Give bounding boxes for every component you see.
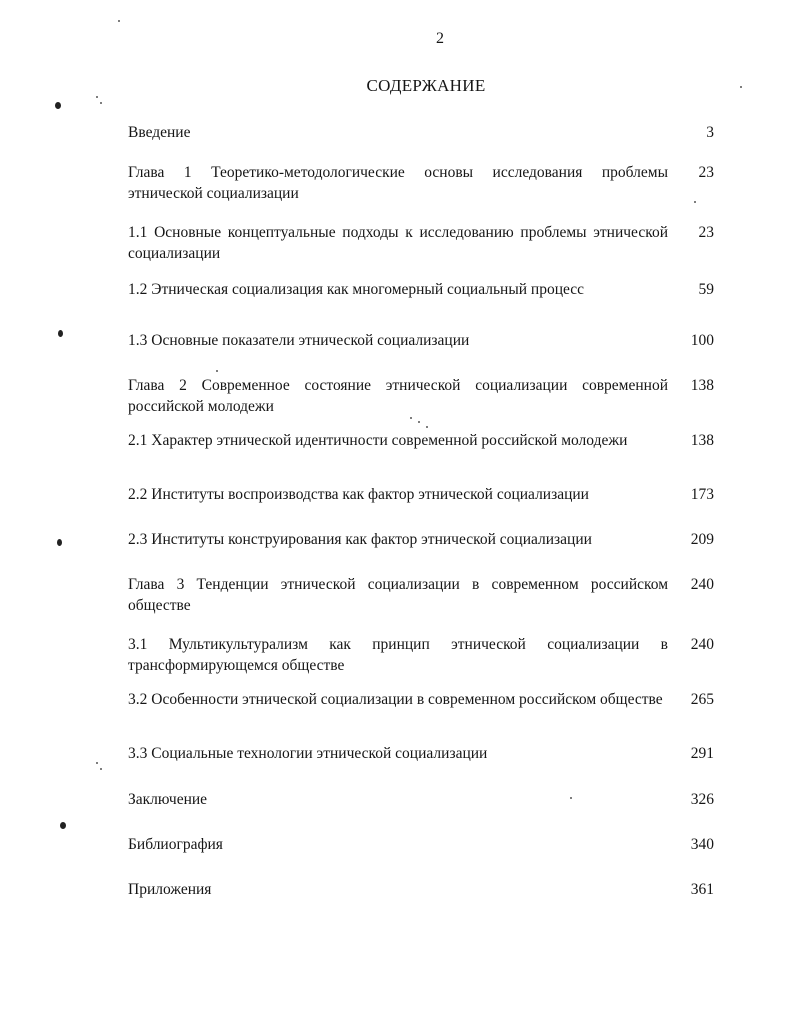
toc-entry-text: Глава 3 Тенденции этнической социализации в современном российском обществе bbox=[128, 576, 668, 614]
toc-entry-page: 138 bbox=[690, 432, 714, 449]
toc-entry-page: 23 bbox=[698, 224, 714, 241]
scan-speck bbox=[740, 86, 742, 88]
binding-hole-mark bbox=[57, 539, 62, 546]
scan-speck bbox=[100, 768, 102, 770]
toc-entry-page: 138 bbox=[690, 377, 714, 394]
toc-entry-page: 100 bbox=[690, 332, 714, 349]
toc-entry-text: Библиография bbox=[128, 836, 223, 853]
toc-entry-text: 2.3 Институты конструирования как фактор этнической социализации bbox=[128, 531, 592, 548]
toc-entry-text: 3.3 Социальные технологии этнической социализации bbox=[128, 745, 488, 762]
toc-title: СОДЕРЖАНИЕ bbox=[366, 76, 486, 95]
toc-entry-text: Глава 2 Современное состояние этнической социализации современной российской молодежи bbox=[128, 377, 668, 415]
scan-speck bbox=[570, 797, 572, 799]
toc-entry-text: 1.1 Основные концептуальные подходы к исследованию проблемы этнической социализации bbox=[128, 224, 668, 262]
toc-entry-page: 326 bbox=[690, 791, 714, 808]
toc-entry-page: 59 bbox=[698, 281, 714, 298]
toc-entry-text: Глава 1 Теоретико-методологические основы исследования проблемы этнической социализации bbox=[128, 164, 668, 202]
scan-speck bbox=[426, 426, 428, 428]
toc-entry-text: 1.3 Основные показатели этнической социализации bbox=[128, 332, 470, 349]
toc-entry-text: Введение bbox=[128, 124, 191, 141]
page-number: 2 bbox=[436, 30, 444, 47]
scan-speck bbox=[410, 417, 412, 419]
toc-entry-page: 23 bbox=[698, 164, 714, 181]
scan-speck bbox=[96, 96, 98, 98]
toc-entry-page: 173 bbox=[690, 486, 714, 503]
toc-entry-text: Приложения bbox=[128, 881, 212, 898]
scan-speck bbox=[216, 370, 218, 372]
toc-entry-page: 209 bbox=[690, 531, 714, 548]
toc-entry-text: 1.2 Этническая социализация как многомерный социальный процесс bbox=[128, 281, 585, 298]
toc-entry-page: 265 bbox=[690, 691, 714, 708]
scan-speck bbox=[118, 20, 120, 22]
binding-hole-mark bbox=[60, 822, 66, 829]
toc-entry-page: 291 bbox=[690, 745, 714, 762]
toc-entry-page: 3 bbox=[706, 124, 714, 141]
toc-entry-text: 3.2 Особенности этнической социализации в современном российском обществе bbox=[128, 691, 663, 708]
toc-entry-page: 240 bbox=[690, 576, 714, 593]
toc-entry-text: 2.2 Институты воспроизводства как фактор этнической социализации bbox=[128, 486, 589, 503]
toc-entry-page: 361 bbox=[690, 881, 714, 898]
scan-speck bbox=[694, 201, 696, 203]
toc-entry-page: 340 bbox=[690, 836, 714, 853]
binding-hole-mark bbox=[55, 102, 61, 109]
toc-entry-page: 240 bbox=[690, 636, 714, 653]
scan-speck bbox=[96, 762, 98, 764]
toc-entry-text: 3.1 Мультикультурализм как принцип этнической социализации в трансформирующемся обществе bbox=[128, 636, 668, 674]
binding-hole-mark bbox=[58, 330, 63, 337]
toc-entry-text: Заключение bbox=[128, 791, 208, 808]
toc-entry-text: 2.1 Характер этнической идентичности современной российской молодежи bbox=[128, 432, 628, 449]
scan-speck bbox=[418, 421, 420, 423]
scan-speck bbox=[100, 102, 102, 104]
